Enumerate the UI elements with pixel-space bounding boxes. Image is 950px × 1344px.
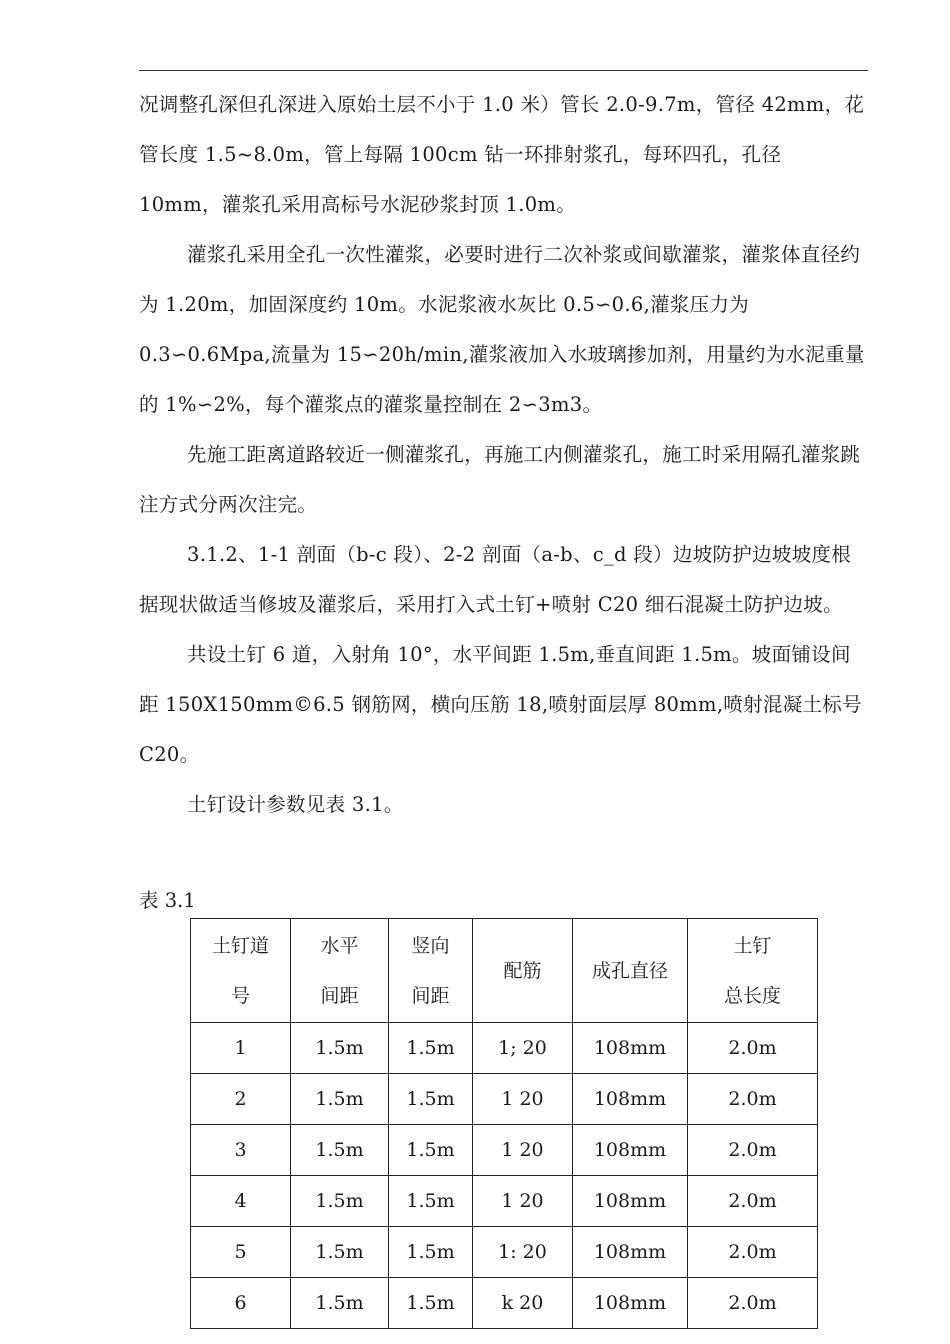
cell-reinforcement: 1 20: [473, 1176, 573, 1227]
cell-total-length: 2.0m: [688, 1125, 818, 1176]
cell-nail-number: 2: [191, 1074, 291, 1125]
cell-vertical-spacing: 1.5m: [389, 1074, 473, 1125]
cell-hole-diameter: 108mm: [573, 1125, 688, 1176]
header-line: 间距: [411, 984, 450, 1007]
table-header-row: [191, 919, 818, 1023]
paragraph-6: 土钉设计参数见表 3.1。: [187, 793, 404, 816]
cell-horizontal-spacing: 1.5m: [291, 1125, 389, 1176]
cell-horizontal-spacing: 1.5m: [291, 1074, 389, 1125]
header-nail-number: [191, 919, 291, 1023]
paragraph-1: 况调整孔深但孔深进入原始土层不小于 1.0 米）管长 2.0-9.7m，管径 42mm，花管长度 1.5~8.0m，管上每隔 100cm 钻一环排射浆孔，每环四孔，孔径 10mm，灌浆孔采用高标号水泥砂浆封顶 1.0m。: [139, 93, 865, 216]
table-row: [191, 1176, 818, 1227]
table-caption: 表 3.1: [139, 889, 196, 912]
header-total-length: [688, 919, 818, 1023]
header-line: 配筋: [503, 959, 542, 982]
header-line: 总长度: [723, 984, 781, 1007]
cell-hole-diameter: 108mm: [573, 1278, 688, 1329]
cell-total-length: 2.0m: [688, 1074, 818, 1125]
cell-vertical-spacing: 1.5m: [389, 1023, 473, 1074]
paragraph-5: 共设土钉 6 道，入射角 10°，水平间距 1.5m,垂直间距 1.5m。坡面铺设间距 150X150mm©6.5 钢筋网，横向压筋 18,喷射面层厚 80mm,喷射混凝土标号 C20。: [139, 643, 862, 766]
header-vertical-spacing: [389, 919, 473, 1023]
cell-reinforcement: 1 20: [473, 1074, 573, 1125]
cell-horizontal-spacing: 1.5m: [291, 1023, 389, 1074]
header-line: 号: [230, 984, 250, 1007]
cell-nail-number: 3: [191, 1125, 291, 1176]
header-reinforcement: [473, 919, 573, 1023]
cell-hole-diameter: 108mm: [573, 1023, 688, 1074]
cell-hole-diameter: 108mm: [573, 1074, 688, 1125]
header-line: 土钉: [733, 934, 772, 957]
paragraph-4: 3.1.2、1-1 剖面（b-c 段）、2-2 剖面（a-b、c_d 段）边坡防护边坡坡度根据现状做适当修坡及灌浆后，采用打入式土钉+喷射 C20 细石混凝土防护边坡。: [139, 543, 852, 616]
cell-vertical-spacing: 1.5m: [389, 1125, 473, 1176]
cell-total-length: 2.0m: [688, 1023, 818, 1074]
document-body: [139, 80, 868, 830]
header-line: 竖向: [411, 934, 450, 957]
cell-horizontal-spacing: 1.5m: [291, 1227, 389, 1278]
paragraph-2: 灌浆孔采用全孔一次性灌浆，必要时进行二次补浆或间歇灌浆，灌浆体直径约为 1.20m，加固深度约 10m。水泥浆液水灰比 0.5∽0.6,灌浆压力为 0.3∽0.6Mpa,流量为 15∽20h/min,灌浆液加入水玻璃掺加剂，用量约为水泥重量的 1%∽2%，每个灌浆点的灌浆量控制在 2∽3m3。: [139, 243, 865, 416]
header-line: 土钉道: [211, 934, 269, 957]
header-rule: [139, 70, 868, 71]
cell-nail-number: 5: [191, 1227, 291, 1278]
cell-reinforcement: 1: 20: [473, 1227, 573, 1278]
cell-total-length: 2.0m: [688, 1278, 818, 1329]
header-horizontal-spacing: [291, 919, 389, 1023]
header-line: 间距: [320, 984, 359, 1007]
soil-nail-parameter-table: [190, 918, 818, 1329]
table-row: [191, 1227, 818, 1278]
cell-vertical-spacing: 1.5m: [389, 1278, 473, 1329]
cell-vertical-spacing: 1.5m: [389, 1227, 473, 1278]
cell-vertical-spacing: 1.5m: [389, 1176, 473, 1227]
cell-total-length: 2.0m: [688, 1227, 818, 1278]
cell-total-length: 2.0m: [688, 1176, 818, 1227]
cell-reinforcement: 1 20: [473, 1125, 573, 1176]
cell-nail-number: 4: [191, 1176, 291, 1227]
cell-nail-number: 6: [191, 1278, 291, 1329]
cell-nail-number: 1: [191, 1023, 291, 1074]
table-row: [191, 1278, 818, 1329]
paragraph-3: 先施工距离道路较近一侧灌浆孔，再施工内侧灌浆孔，施工时采用隔孔灌浆跳注方式分两次注完。: [139, 443, 861, 516]
header-line: 成孔直径: [591, 959, 668, 982]
cell-hole-diameter: 108mm: [573, 1227, 688, 1278]
table-row: [191, 1125, 818, 1176]
cell-reinforcement: k 20: [473, 1278, 573, 1329]
cell-reinforcement: 1; 20: [473, 1023, 573, 1074]
table-row: [191, 1023, 818, 1074]
header-line: 水平: [320, 934, 359, 957]
header-hole-diameter: [573, 919, 688, 1023]
table-row: [191, 1074, 818, 1125]
cell-horizontal-spacing: 1.5m: [291, 1278, 389, 1329]
cell-hole-diameter: 108mm: [573, 1176, 688, 1227]
cell-horizontal-spacing: 1.5m: [291, 1176, 389, 1227]
